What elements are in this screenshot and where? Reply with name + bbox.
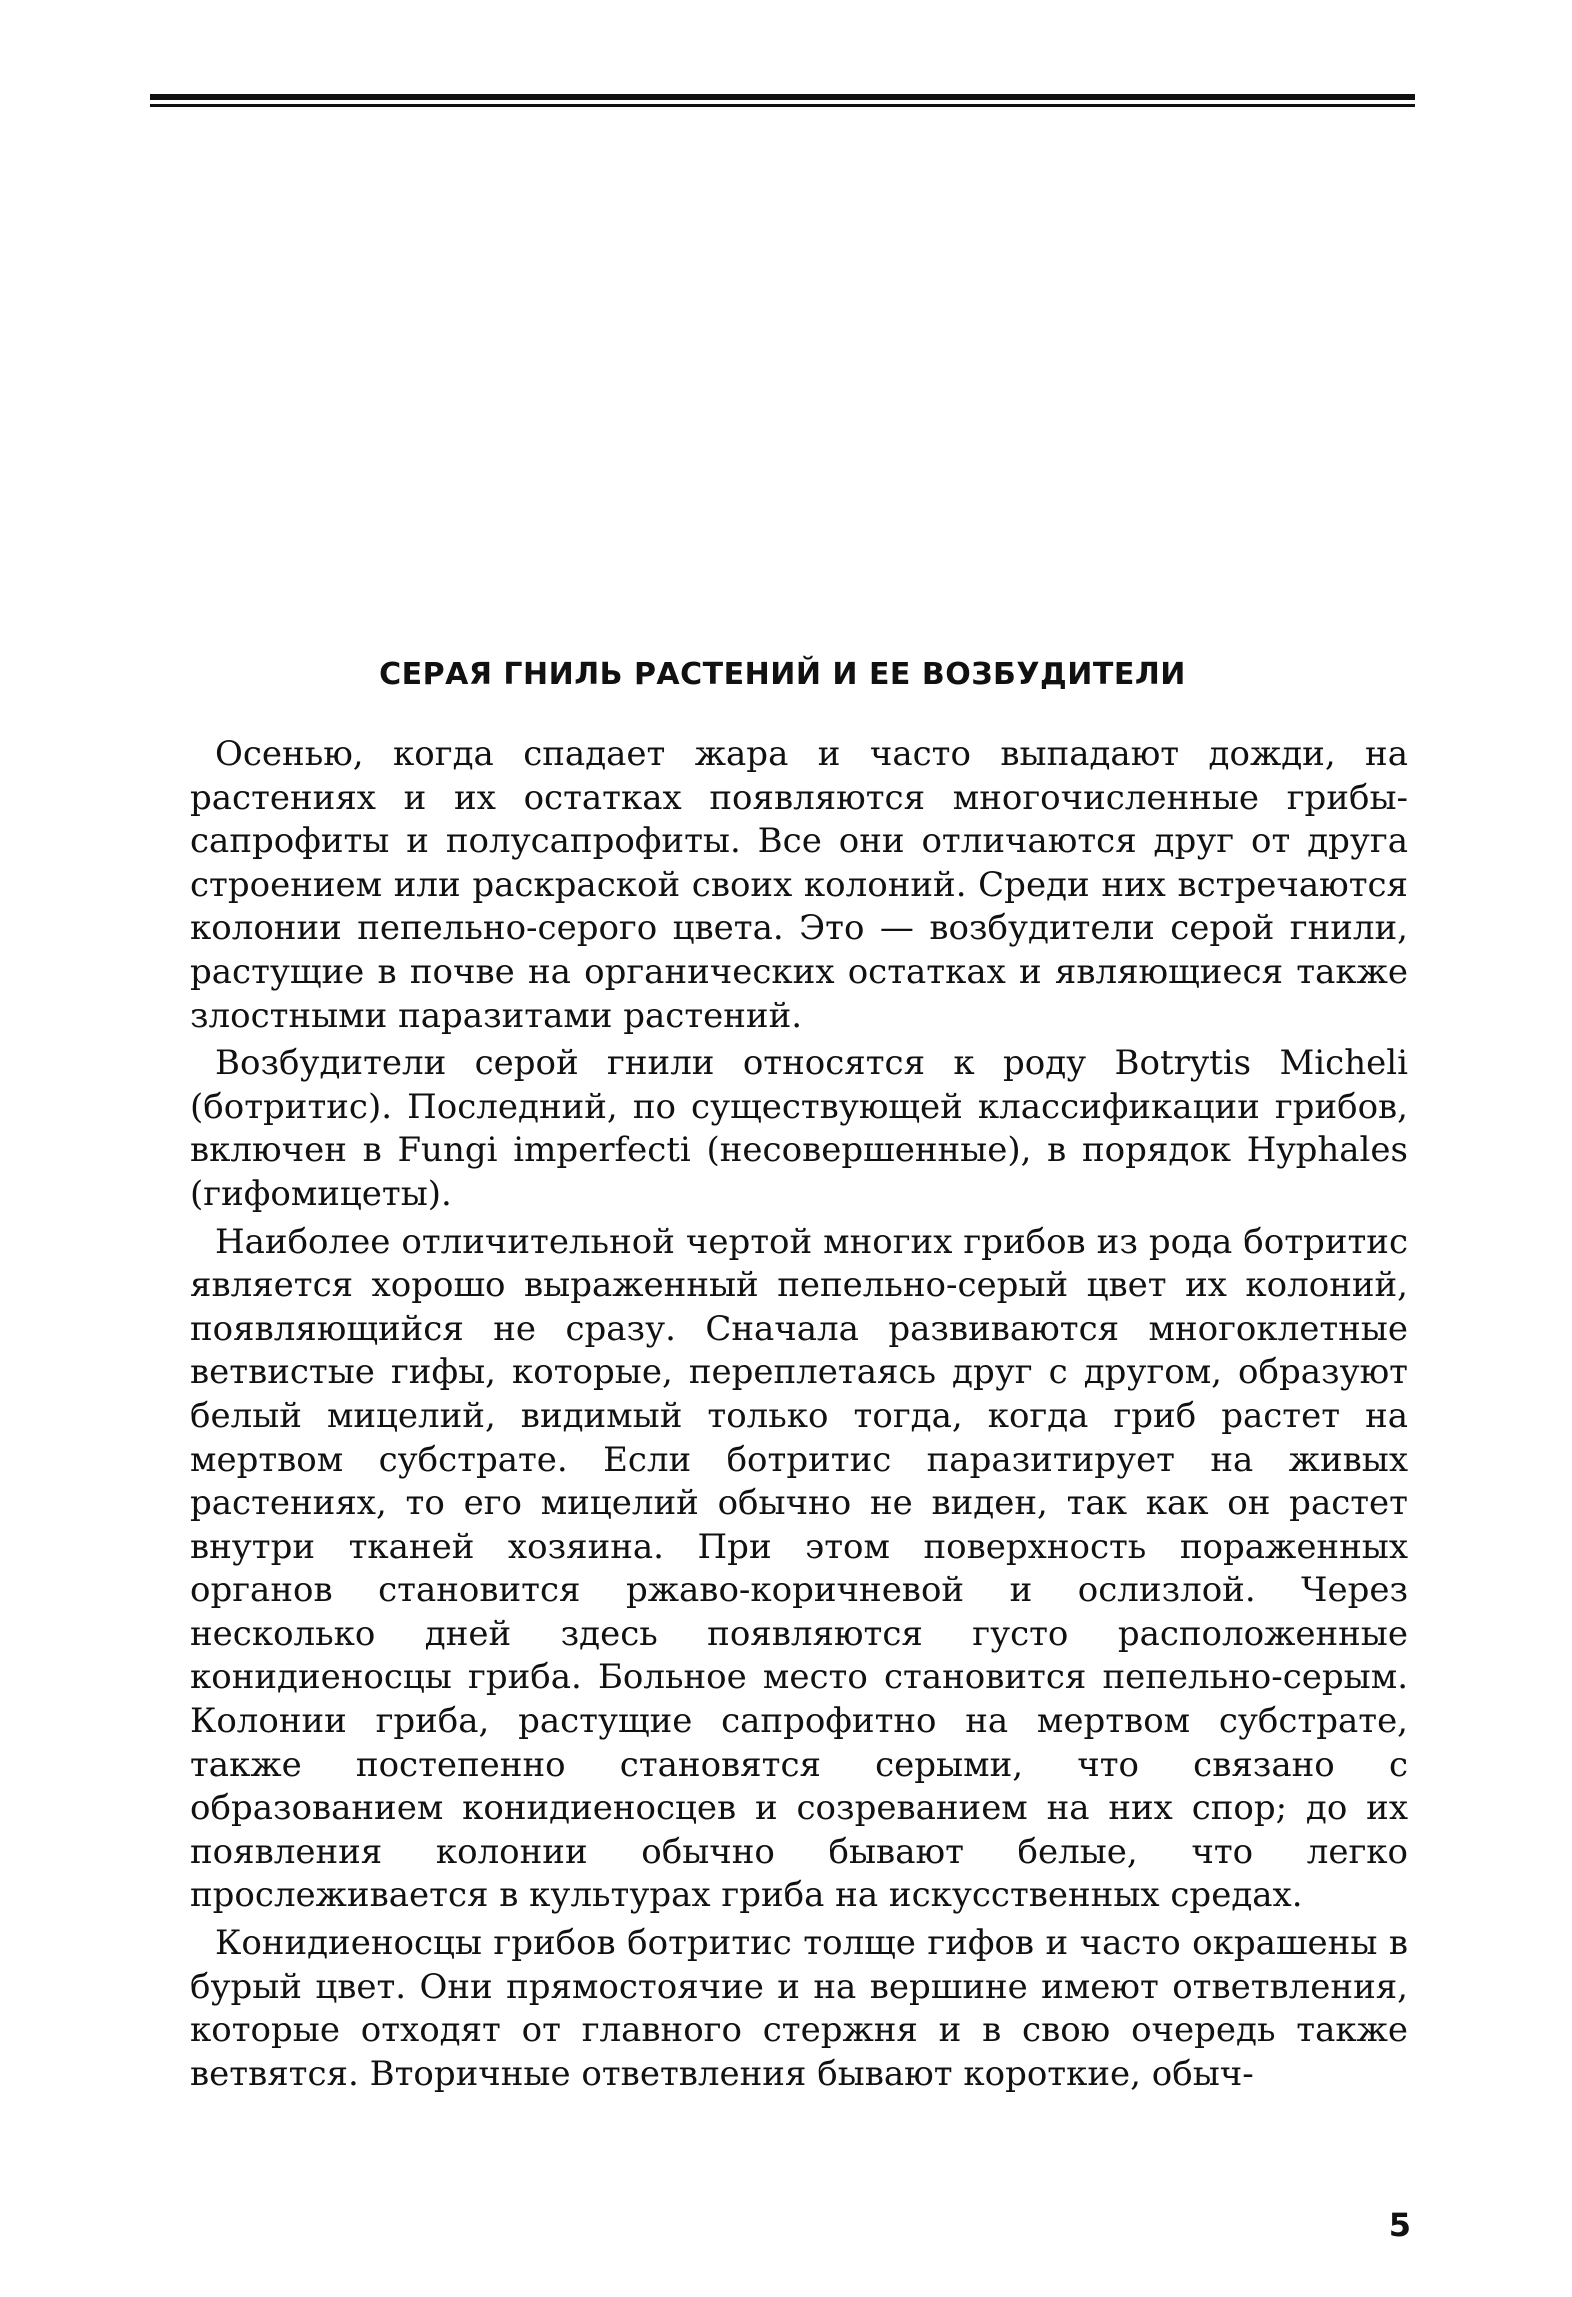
header-rule-thin [150,104,1415,107]
paragraph-2: Возбудители серой гнили относятся к роду Botrytis Micheli (ботритис). Последний, по существующей классификации грибов, включен в Fungi imperfecti (несовершенные), в порядок Hyphales (гифомицеты). [190,1043,1408,1214]
chapter-heading: СЕРАЯ ГНИЛЬ РАСТЕНИЙ И ЕЕ ВОЗБУДИТЕЛИ [379,657,1186,692]
body-text [190,733,1408,2100]
paragraph-4: Конидиеносцы грибов ботритис толще гифов и часто окрашены в бурый цвет. Они прямостоячие и на вершине имеют ответвления, которые отходят от главного стержня и в свою очередь также ветвятся. Вторичные ответвления бывают короткие, обыч- [190,1923,1408,2094]
paragraph-3: Наиболее отличительной чертой многих грибов из рода ботритис является хорошо выраженный пепельно-серый цвет их колоний, появляющийся не сразу. Сначала развиваются многоклетные ветвистые гифы, которые, переплетаясь друг с другом, образуют белый мицелий, видимый только тогда, когда гриб растет на мертвом субстрате. Если ботритис паразитирует на живых растениях, то его мицелий обычно не виден, так как он растет внутри тканей хозяина. При этом поверхность пораженных органов становится ржаво-коричневой и ослизлой. Через несколько дней здесь появляются густо расположенные конидиеносцы гриба. Больное место становится пепельно-серым. Колонии гриба, растущие сапрофитно на мертвом субстрате, также постепенно становятся серыми, что связано с образованием конидиеносцев и созреванием на них спор; до их появления колонии обычно бывают белые, что легко прослеживается в культурах гриба на искусственных средах. [190,1221,1408,1916]
header-rule-thick [150,94,1415,100]
page-number: 5 [1388,2206,1411,2244]
paragraph-1: Осенью, когда спадает жара и часто выпадают дожди, на растениях и их остатках появляются многочисленные грибы-сапрофиты и полусапрофиты. Все они отличаются друг от друга строением или раскраской своих колоний. Среди них встречаются колонии пепельно-серого цвета. Это — возбудители серой гнили, растущие в почве на органических остатках и являющиеся также злостными паразитами растений. [190,734,1408,1036]
